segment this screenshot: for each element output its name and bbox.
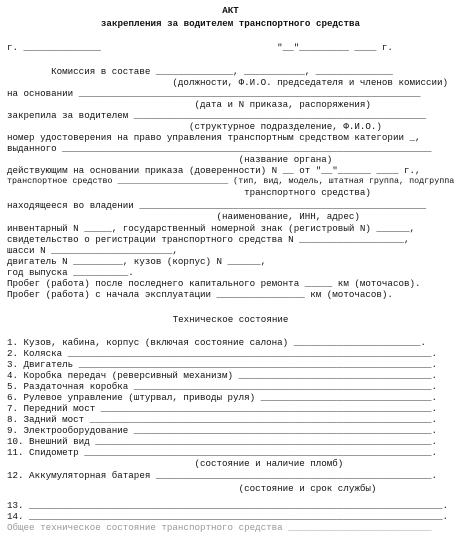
item-gearbox: 4. Коробка передач (реверсивный механизм) ___________________________________.: [7, 370, 438, 381]
item-14: 14. ___________________________________________________________________________.: [7, 511, 449, 522]
inventory-line: инвентарный N _____, государственный номерной знак (регистровый N) ______,: [7, 223, 415, 234]
driver-line: закрепила за водителем _____________________________________________________: [7, 110, 427, 121]
vehicle-line: транспортное средство ______________________ (тип, вид, модель, штатная группа, подгруппа: [7, 176, 455, 186]
license-line: номер удостоверения на право управления транспортным средством категории _,: [7, 132, 421, 143]
item-body: 1. Кузов, кабина, корпус (включая состояние салона) _______________________.: [7, 337, 427, 348]
basis-line: на основании ______________________________________________________________: [7, 88, 421, 99]
mileage-repair-line: Пробег (работа) после последнего капитального ремонта _____ км (моточасов).: [7, 278, 421, 289]
item-speedometer: 11. Спидометр _______________________________________________________________.: [7, 447, 438, 458]
commission-line: Комиссия в составе ______________, ___________, ______________: [7, 66, 393, 77]
item-engine: 3. Двигатель ________________________________________________________________.: [7, 359, 438, 370]
year-line: год выпуска __________.: [7, 267, 134, 278]
item-sidecar: 2. Коляска __________________________________________________________________.: [7, 348, 438, 359]
item-battery: 12. Аккумуляторная батарея __________________________________________________.: [7, 470, 438, 481]
owner-caption: (наименование, ИНН, адрес): [7, 211, 360, 222]
battery-caption: (состояние и срок службы): [7, 483, 377, 494]
document-title: АКТ: [222, 5, 239, 16]
city-date-line: г. ______________ "__"_________ ____ г.: [7, 42, 393, 53]
document-subtitle: закрепления за водителем транспортного средства: [100, 18, 361, 29]
owner-line: находящееся во владении ____________________________________________________: [7, 200, 427, 211]
item-13: 13. ___________________________________________________________________________.: [7, 500, 449, 511]
engine-body-line: двигатель N _________, кузов (корпус) N ______,: [7, 256, 267, 267]
item-front-axle: 7. Передний мост ____________________________________________________________.: [7, 403, 438, 414]
issued-caption: (название органа): [7, 154, 333, 165]
section-title: Техническое состояние: [172, 314, 289, 325]
item-steering: 6. Рулевое управление (штурвал, приводы руля) _______________________________.: [7, 392, 438, 403]
item-appearance: 10. Внешний вид _____________________________________________________________.: [7, 436, 438, 447]
vehicle-caption: транспортного средства): [7, 187, 371, 198]
item-electrical: 9. Электрооборудование ______________________________________________________.: [7, 425, 438, 436]
order-line: действующим на основании приказа (доверенности) N __ от "__"______ ____ г.,: [7, 165, 421, 176]
basis-caption: (дата и N приказа, распоряжения): [7, 99, 371, 110]
item-rear-axle: 8. Задний мост ______________________________________________________________.: [7, 414, 438, 425]
commission-caption: (должности, Ф.И.О. председателя и членов комиссии): [7, 77, 449, 88]
general-condition-line: Общее техническое состояние транспортного средства __________________________: [7, 522, 432, 533]
registration-line: свидетельство о регистрации транспортного средства N ___________________,: [7, 234, 410, 245]
chassis-line: шасси N ______________________,: [7, 245, 178, 256]
speedometer-caption: (состояние и наличие пломб): [7, 458, 344, 469]
item-transfer-case: 5. Раздаточная коробка ______________________________________________________.: [7, 381, 438, 392]
mileage-total-line: Пробег (работа) с начала эксплуатации ________________ км (моточасов).: [7, 289, 393, 300]
issued-line: выданного ___________________________________________________________________: [7, 143, 432, 154]
driver-caption: (структурное подразделение, Ф.И.О.): [7, 121, 382, 132]
